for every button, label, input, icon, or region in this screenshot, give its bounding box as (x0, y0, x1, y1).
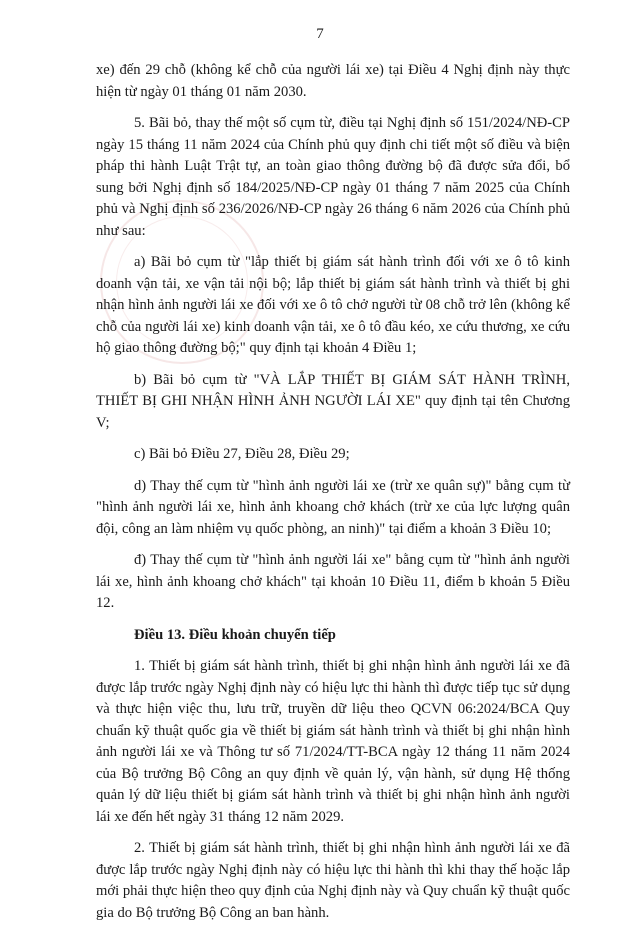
paragraph-transition-1: 1. Thiết bị giám sát hành trình, thiết bị ghi nhận hình ảnh người lái xe đã được lắp trước ngày Nghị định này có hiệu lực thi hành thì được tiếp tục sử dụng và thực hiện việc thu, lưu trữ, truyền dữ liệu theo QCVN 06:2024/BCA Quy chuẩn kỹ thuật quốc gia về thiết bị giám sát hành trình và thiết bị ghi nhận hình ảnh người lái xe và Thông tư số 71/2024/TT-BCA ngày 12 tháng 11 năm 2024 của Bộ trưởng Bộ Công an quy định về quản lý, vận hành, sử dụng Hệ thống quản lý dữ liệu thiết bị giám sát hành trình và thiết bị ghi nhận hình ảnh người lái xe đến hết ngày 31 tháng 12 năm 2029. (96, 658, 570, 825)
paragraph-point-d: d) Thay thế cụm từ "hình ảnh người lái xe (trừ xe quân sự)" bằng cụm từ "hình ảnh người lái xe, hình ảnh khoang chở khách (trừ xe của lực lượng quân đội, công an làm nhiệm vụ quốc phòng, an ninh)" tại điểm a khoản 3 Điều 10; (96, 477, 570, 537)
page-number: 7 (316, 26, 324, 42)
paragraph-clause-5: 5. Bãi bỏ, thay thế một số cụm từ, điều tại Nghị định số 151/2024/NĐ-CP ngày 15 tháng 11 năm 2024 của Chính phủ quy định chi tiết một số điều và biện pháp thi hành Luật Trật tự, an toàn giao thông đường bộ đã được sửa đổi, bổ sung bởi Nghị định số 184/2025/NĐ-CP ngày 01 tháng 7 năm 2025 của Chính phủ và Nghị định số 236/2026/NĐ-CP ngày 26 tháng 6 năm 2026 của Chính phủ như sau: (96, 115, 570, 239)
article-heading: Điều 13. Điều khoản chuyển tiếp (134, 626, 336, 643)
paragraph-continuation: xe) đến 29 chỗ (không kể chỗ của người lái xe) tại Điều 4 Nghị định này thực hiện từ ngày 01 tháng 01 năm 2030. (96, 62, 570, 100)
document-body (96, 60, 570, 934)
paragraph-point-c: c) Bãi bỏ Điều 27, Điều 28, Điều 29; (134, 446, 350, 462)
paragraph-point-b: b) Bãi bỏ cụm từ "VÀ LẮP THIẾT BỊ GIÁM SÁT HÀNH TRÌNH, THIẾT BỊ GHI NHẬN HÌNH ẢNH NGƯỜI LÁI XE" quy định tại tên Chương V; (96, 371, 570, 431)
paragraph-point-dd: đ) Thay thế cụm từ "hình ảnh người lái xe" bằng cụm từ "hình ảnh người lái xe, hình ảnh khoang chở khách" tại khoản 10 Điều 11, điểm b khoản 5 Điều 12. (96, 552, 570, 611)
paragraph-point-a: a) Bãi bỏ cụm từ "lắp thiết bị giám sát hành trình đối với xe ô tô kinh doanh vận tải, xe vận tải nội bộ; lắp thiết bị giám sát hành trình và thiết bị ghi nhận hình ảnh người lái xe đối với xe ô tô chở người từ 08 chỗ trở lên (không kể chỗ của người lái xe) kinh doanh vận tải, xe ô tô đầu kéo, xe cứu thương, xe cứu hộ giao thông đường bộ;" quy định tại khoản 4 Điều 1; (96, 254, 570, 356)
paragraph-transition-2: 2. Thiết bị giám sát hành trình, thiết bị ghi nhận hình ảnh người lái xe đã được lắp trước ngày Nghị định này có hiệu lực thi hành thì khi thay thế hoặc lắp mới phải thực hiện theo quy định của Nghị định này và Quy chuẩn kỹ thuật quốc gia do Bộ trưởng Bộ Công an ban hành. (96, 840, 570, 921)
